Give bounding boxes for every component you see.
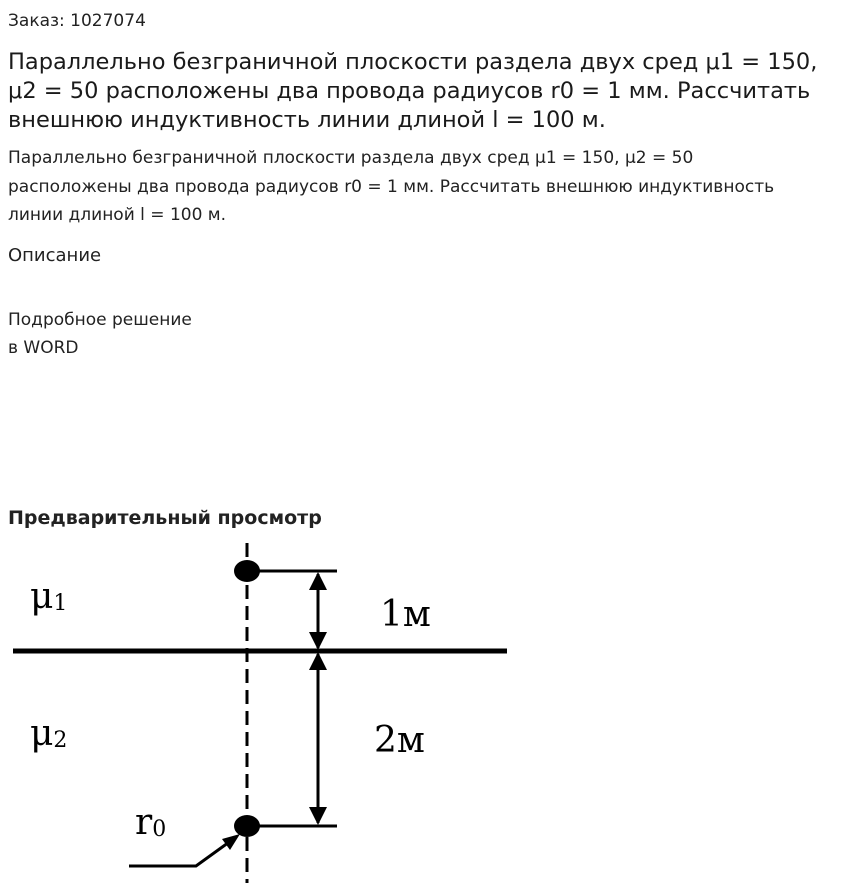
wire-diagram <box>0 538 520 890</box>
upper-arrow-head-top <box>309 572 327 590</box>
mu1-label <box>30 576 67 617</box>
distance-upper-label: 1м <box>380 594 431 635</box>
solution-line-2: в WORD <box>8 338 79 358</box>
mu2-label <box>30 713 67 754</box>
radius-symbol: r <box>135 802 153 843</box>
radius-pointer-line <box>129 840 232 866</box>
preview-heading: Предварительный просмотр <box>8 507 322 529</box>
radius-subscript: 0 <box>152 817 167 842</box>
solution-line-1: Подробное решение <box>8 310 192 330</box>
distance-lower-label: 2м <box>374 720 425 761</box>
problem-description: Параллельно безграничной плоскости раздела двух сред μ1 = 150, μ2 = 50 расположены два провода радиусов r0 = 1 мм. Рассчитать внешнюю индуктивность линии длиной l = 100 м. <box>8 148 775 225</box>
lower-wire <box>234 815 260 837</box>
order-number: Заказ: 1027074 <box>8 11 146 31</box>
upper-wire <box>234 560 260 582</box>
lower-arrow-head-bottom <box>309 807 327 825</box>
page-title: Параллельно безграничной плоскости раздела двух сред μ1 = 150, μ2 = 50 расположены два провода радиусов r0 = 1 мм. Рассчитать внешнюю индуктивность линии длиной l = 100 м. <box>8 49 818 133</box>
upper-arrow-head-bottom <box>309 632 327 650</box>
mu2-subscript: 2 <box>53 728 68 753</box>
lower-arrow-head-top <box>309 652 327 670</box>
preview-figure <box>0 538 520 890</box>
mu1-symbol: μ <box>30 576 54 617</box>
mu2-symbol: μ <box>30 713 54 754</box>
radius-pointer-head <box>222 834 240 850</box>
radius-label <box>135 802 166 843</box>
solution-note <box>8 306 192 362</box>
description-label: Описание <box>8 245 102 266</box>
mu1-subscript: 1 <box>53 591 68 616</box>
